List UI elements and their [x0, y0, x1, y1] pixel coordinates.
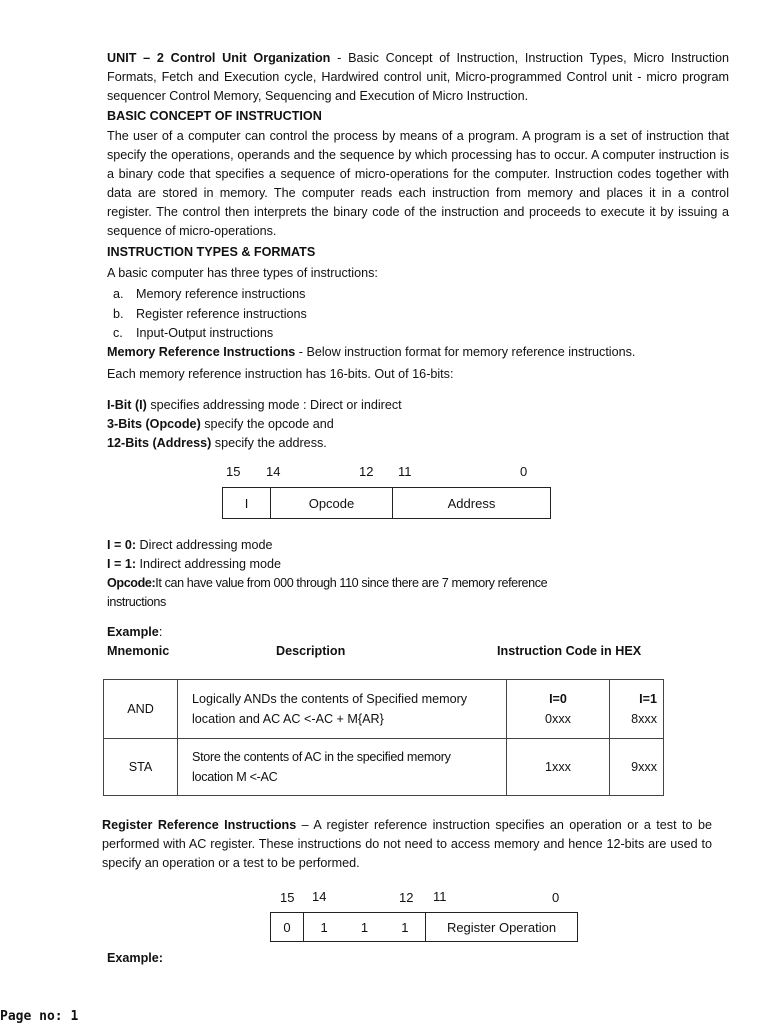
bit-label: 0 — [520, 464, 528, 479]
bit-label: 11 — [398, 464, 412, 479]
memref-line1: Memory Reference Instructions - Below instruction format for memory reference instructions. — [107, 345, 636, 359]
bit-label: 11 — [433, 889, 447, 904]
memref-format-box — [222, 487, 551, 519]
opcode-desc: Opcode:It can have value from 000 through 110 since there are 7 memory reference instructions — [107, 576, 548, 609]
list-item: b. Register reference instructions — [113, 306, 307, 321]
bit-label: 15 — [280, 890, 295, 905]
field-i: I — [223, 488, 271, 518]
opcode-line: 3-Bits (Opcode) specify the opcode and — [107, 417, 334, 431]
regref-paragraph: Register Reference Instructions – A register reference instruction specifies an operation or a test to be performed with AC register. These instructions do not need to access memory and hence 12-bits are used to specify an operation or a test to be performed. — [102, 818, 712, 870]
col-code: Instruction Code in HEX — [497, 644, 642, 658]
description-cell: Logically ANDs the contents of Specified memory location and AC AC <-AC + M{AR} — [178, 680, 507, 739]
types-heading: INSTRUCTION TYPES & FORMATS — [107, 245, 316, 259]
code-i1-cell: I=1 8xxx — [610, 680, 664, 739]
basic-heading: BASIC CONCEPT OF INSTRUCTION — [107, 109, 322, 123]
unit-topics: - Basic Concept of Instruction, Instruction Types, Micro Instruction Formats, Fetch and Execution cycle, Hardwired control unit, Micro-programmed Control unit - micro program sequencer Control Memory, Sequencing and Execution of Micro Instruction. — [107, 51, 729, 103]
description-cell: Store the contents of AC in the specified memory location M <-AC — [178, 739, 507, 796]
field-opcode: Opcode — [271, 488, 393, 518]
i0-line: I = 0: Direct addressing mode — [107, 538, 273, 552]
i1-line: I = 1: Indirect addressing mode — [107, 557, 281, 571]
regref-format-box — [270, 912, 578, 942]
unit-title: UNIT – 2 Control Unit Organization — [107, 51, 331, 65]
field-bit-15: 0 — [271, 913, 304, 941]
example-table — [103, 679, 664, 796]
regref-example-label: Example: — [107, 951, 163, 965]
bit-label: 12 — [359, 464, 374, 479]
table-row — [104, 739, 664, 796]
page-number: Page no: 1 — [0, 1009, 79, 1024]
field-register-operation: Register Operation — [446, 919, 557, 935]
types-list — [113, 285, 307, 344]
ibit-line: I-Bit (I) specifies addressing mode : Direct or indirect — [107, 398, 402, 412]
list-item: a. Memory reference instructions — [113, 287, 306, 301]
unit-intro — [107, 49, 729, 106]
col-mnemonic: Mnemonic — [107, 644, 170, 658]
field-bits-14-12: 1 1 1 — [304, 913, 426, 941]
address-line: 12-Bits (Address) specify the address. — [107, 436, 327, 450]
table-row — [104, 680, 664, 739]
list-item: c. Input-Output instructions — [113, 326, 274, 340]
bit-label: 14 — [266, 464, 281, 479]
bit-label: 15 — [226, 464, 241, 479]
code-i0-cell: 1xxx — [507, 739, 610, 796]
bit-label: 12 — [399, 890, 414, 905]
memref-line2: Each memory reference instruction has 16-bits. Out of 16-bits: — [107, 367, 454, 381]
bit-label: 0 — [552, 890, 560, 905]
types-intro: A basic computer has three types of instructions: — [107, 266, 378, 280]
bit-label: 14 — [312, 889, 327, 904]
code-i1-cell: 9xxx — [610, 739, 664, 796]
code-i0-cell: I=0 0xxx — [507, 680, 610, 739]
mnemonic-cell: STA — [104, 739, 178, 796]
col-description: Description — [276, 644, 346, 658]
basic-paragraph: The user of a computer can control the process by means of a program. A program is a set of instruction that specify the operations, operands and the sequence by which processing has to occur. A computer instruction is a binary code that specifies a sequence of micro-operations for the computer. Instruction codes together with data are stored in memory. The computer reads each instruction from memory and places it in a control register. The control then interprets the binary code of the instruction and proceeds to execute it by issuing a sequence of micro-operations. — [107, 129, 729, 238]
example-label: Example: — [107, 625, 163, 639]
mnemonic-cell: AND — [104, 680, 178, 739]
field-address: Address — [447, 495, 496, 511]
